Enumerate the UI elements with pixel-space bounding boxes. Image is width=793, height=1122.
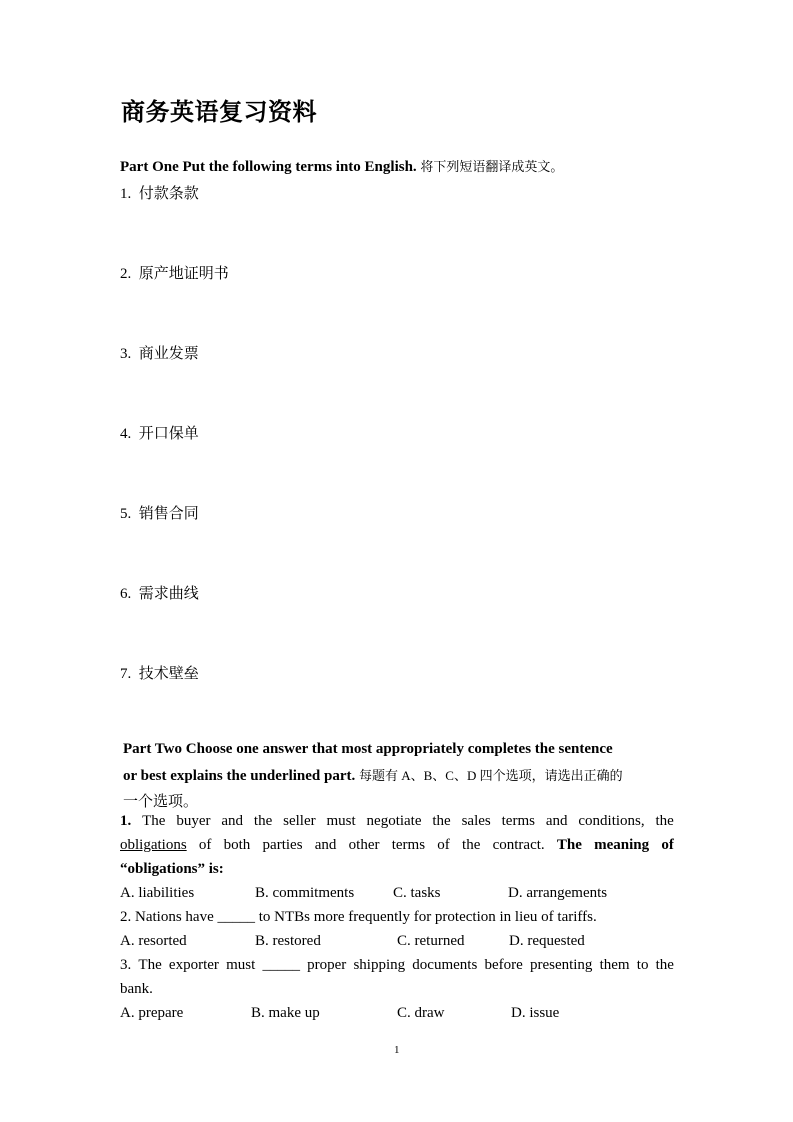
term-item [120, 342, 199, 363]
part-two-heading-line1: Part Two Choose one answer that most appropriately completes the sentence [123, 741, 613, 757]
word: shipping [353, 957, 406, 973]
term-number: 3. [120, 346, 132, 362]
word: The [138, 957, 162, 973]
word: must [326, 813, 356, 829]
option-a: A. prepare [120, 1005, 184, 1021]
word: sales [461, 813, 491, 829]
word: and [545, 813, 568, 829]
word: other [348, 837, 380, 853]
term-number: 2. [120, 266, 132, 282]
word: the [655, 957, 674, 973]
word: terms [391, 837, 426, 853]
underlined-term: obligations [120, 837, 187, 853]
word: both [223, 837, 251, 853]
term-item [120, 182, 199, 203]
word: negotiate [366, 813, 422, 829]
word: to [636, 957, 649, 973]
word: of [198, 837, 212, 853]
word: before [484, 957, 523, 973]
term-text: 销售合同 [138, 506, 199, 522]
option-d: D. issue [511, 1005, 560, 1021]
word: the [432, 813, 451, 829]
term-text: 原产地证明书 [138, 266, 229, 282]
term-text: 开口保单 [138, 426, 199, 442]
question-3-line1 [120, 957, 674, 974]
option-a: A. resorted [120, 933, 187, 949]
term-item [120, 262, 229, 283]
part-two-heading-line3: 一个选项。 [123, 794, 199, 810]
word: contract. [492, 837, 545, 853]
word: and [221, 813, 244, 829]
word: of [661, 837, 674, 853]
word: the [462, 837, 481, 853]
word: and [314, 837, 337, 853]
page-number: 1 [394, 1044, 400, 1056]
part-one-heading [120, 156, 563, 176]
question-3-options [0, 1005, 793, 1025]
question-2-text: 2. Nations have _____ to NTBs more frequently for protection in lieu of tariffs. [120, 909, 597, 925]
part-one-heading-en: Part One Put the following terms into English. [120, 159, 417, 175]
word: the [655, 813, 674, 829]
question-3-line2: bank. [120, 981, 153, 997]
option-c: C. tasks [393, 885, 441, 901]
term-item [120, 582, 199, 603]
part-two-heading-cn: 每题有 A、B、C、D 四个选项，请选出正确的 [359, 768, 623, 783]
word: proper [307, 957, 347, 973]
word: them [599, 957, 630, 973]
term-number: 1. [120, 186, 132, 202]
question-1-line2 [120, 837, 674, 854]
term-item [120, 662, 199, 683]
option-b: B. restored [255, 933, 321, 949]
word: the [253, 813, 273, 829]
part-two-heading-line2 [123, 765, 623, 785]
term-number: 7. [120, 666, 132, 682]
word: must [226, 957, 256, 973]
term-text: 商业发票 [138, 346, 199, 362]
word: 3. [120, 957, 132, 973]
word: The [556, 837, 582, 853]
word: of [437, 837, 450, 853]
word: terms [501, 813, 535, 829]
term-number: 4. [120, 426, 132, 442]
part-two-heading-en: or best explains the underlined part. [123, 768, 356, 784]
word: buyer [176, 813, 211, 829]
term-text: 需求曲线 [138, 586, 199, 602]
question-2-options [0, 933, 793, 953]
option-a: A. liabilities [120, 885, 195, 901]
word: documents [412, 957, 478, 973]
option-b: B. commitments [255, 885, 355, 901]
page-title: 商务英语复习资料 [121, 100, 317, 126]
option-c: C. draw [397, 1005, 445, 1021]
question-1-line3: “obligations” is: [120, 861, 224, 877]
term-item [120, 502, 199, 523]
option-d: D. arrangements [508, 885, 608, 901]
option-d: D. requested [509, 933, 585, 949]
term-item [120, 422, 199, 443]
word: presenting [529, 957, 593, 973]
option-c: C. returned [397, 933, 465, 949]
question-number: 1. [120, 813, 132, 829]
term-number: 6. [120, 586, 132, 602]
option-b: B. make up [251, 1005, 320, 1021]
term-text: 付款条款 [138, 186, 199, 202]
term-text: 技术壁垒 [138, 666, 199, 682]
word: conditions, [578, 813, 645, 829]
word: meaning [594, 837, 650, 853]
question-1-options [0, 885, 793, 905]
question-1-line1 [120, 813, 674, 830]
word: exporter [168, 957, 219, 973]
term-number: 5. [120, 506, 132, 522]
word: The [142, 813, 166, 829]
word: _____ [262, 957, 300, 973]
part-one-heading-cn: 将下列短语翻译成英文。 [420, 159, 564, 174]
word: seller [283, 813, 316, 829]
word: parties [262, 837, 303, 853]
